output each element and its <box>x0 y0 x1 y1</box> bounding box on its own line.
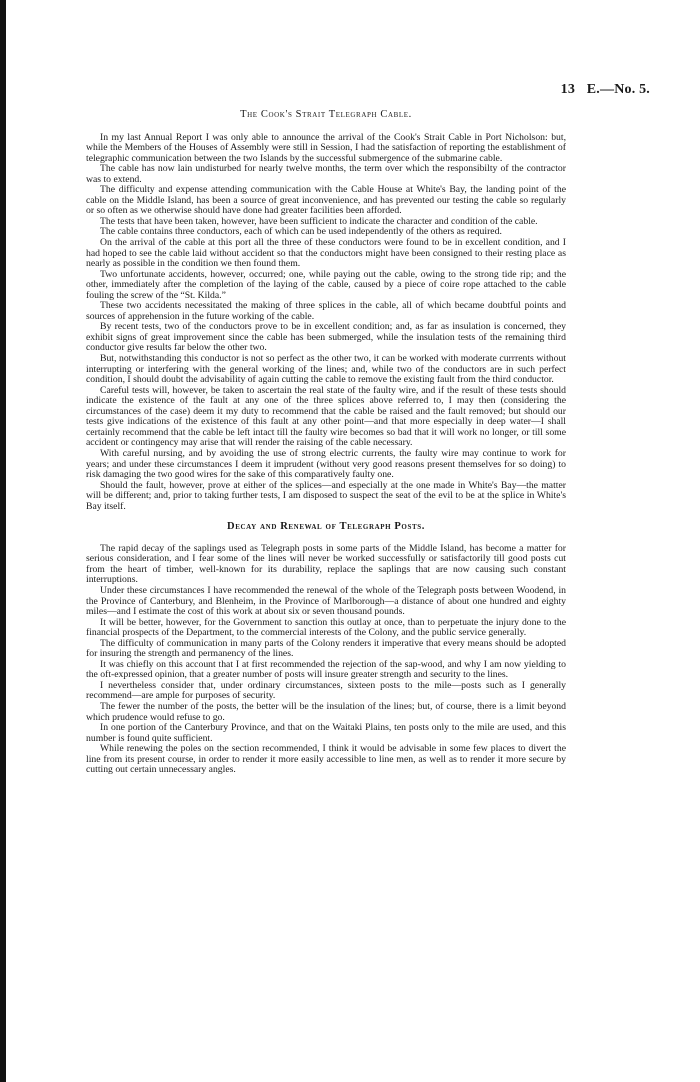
paragraph: The rapid decay of the saplings used as Telegraph posts in some parts of the Middle Island, has become a matter for serious consideration, and I fear some of the lines will never be worked successfully or satisfactorily till good posts cut from the heart of timber, well-known for its durability, replace the saplings that are now causing such constant interruptions. <box>86 542 566 586</box>
paragraph: While renewing the poles on the section recommended, I think it would be advisable in some few places to divert the line from its present course, in order to render it more easily accessible to line men, as well as to render it more secure by cutting out certain unnecessary angles. <box>86 743 566 776</box>
paragraph: On the arrival of the cable at this port all the three of these conductors were found to be in excellent condition, and I had hoped to see the cable laid without accident so that the conductors might have been consigned to their resting place as nearly as possible in the condition we then found them. <box>86 237 566 270</box>
paragraph: With careful nursing, and by avoiding the use of strong electric currents, the faulty wire may continue to work for years; and under these circumstances I deem it imprudent (without very good reasons present themselves for so doing) to risk damaging the two good wires for the sake of this comparatively faulty one. <box>86 447 566 481</box>
section-cable-paragraphs <box>86 133 566 513</box>
paragraph: By recent tests, two of the conductors prove to be in excellent condition; and, as far as insulation is concerned, they exhibit signs of great improvement since the cable has been submerged, while the insulation tests of the remaining third conductor give results far below the other two. <box>86 321 566 354</box>
paragraph: The fewer the number of the posts, the better will be the insulation of the lines; but, of course, there is a limit beyond which prudence would refuse to go. <box>86 700 566 723</box>
paragraph: The cable contains three conductors, each of which can be used independently of the others as required. <box>100 226 502 238</box>
section-posts-paragraphs <box>86 544 566 776</box>
paragraph: The tests that have been taken, however, have been sufficient to indicate the character and condition of the cable. <box>100 215 538 227</box>
paragraph: Should the fault, however, prove at either of the splices—and especially at the one made in White's Bay—the matter will be different; and, prior to taking further tests, I am disposed to suspect the seat of the evil to be at the splice in White's Bay itself. <box>86 479 566 512</box>
paragraph: But, notwithstanding this conductor is not so perfect as the other two, it can be worked with moderate currrents without interrupting or interfering with the general working of the lines; and, while two of the conductors are in such perfect condition, I should doubt the advisability of again cutting the cable to remove the existing fault from the third conductor. <box>86 353 566 386</box>
section-heading-cable: The Cook's Strait Telegraph Cable. <box>240 109 412 120</box>
scan-edge-bar <box>0 0 6 1082</box>
paragraph: Under these circumstances I have recommended the renewal of the whole of the Telegraph posts between Woodend, in the Province of Canterbury, and Blenheim, in the Province of Marlborough—a distance of about one hundred and eighty miles—and I estimate the cost of this work at about six or seven thousand pounds. <box>86 584 566 618</box>
section-heading-posts: Decay and Renewal of Telegraph Posts. <box>227 521 425 533</box>
paragraph: It will be better, however, for the Government to sanction this outlay at once, than to perpetuate the injury done to the financial prospects of the Department, to the commercial interests of the Colony, and the public service generally. <box>86 616 566 639</box>
paragraph: It was chiefly on this account that I at first recommended the rejection of the sap-wood, and why I am now yielding to the oft-expressed opinion, that a greater number of posts will insure greater strength and security to the lines. <box>86 658 566 681</box>
paragraph: Careful tests will, however, be taken to ascertain the real state of the faulty wire, and if the result of these tests should indicate the existence of the fault at any one of the three splices above referred to, I may then (considering the circumstances of the case) deem it my duty to recommend that the cable be raised and the fault removed; but should our tests give indications of the existence of this fault at any other point—and that more especially in deep water—I shall certainly recommend that the cable be left intact till the faulty wire becomes so bad that it will work no longer, or till some accident or contingency may arise that will render the raising of the cable necessary. <box>86 384 566 449</box>
paragraph: Two unfortunate accidents, however, occurred; one, while paying out the cable, owing to the strong tide rip; and the other, immediately after the completion of the laying of the cable, caused by a piece of coire rope attached to the cable fouling the screw of the “St. Kilda.” <box>86 268 566 301</box>
paragraph: In my last Annual Report I was only able to announce the arrival of the Cook's Strait Cable in Port Nicholson: but, while the Members of the Houses of Assembly were still in Session, I had the satisfaction of reporting the establishment of telegraphic communication between the two Islands by the successful submergence of the submarine cable. <box>86 131 566 164</box>
paragraph: The difficulty of communication in many parts of the Colony renders it imperative that every means should be adopted for insuring the strength and permanency of the lines. <box>86 637 566 660</box>
page-number: 13 <box>560 82 576 97</box>
paragraph: In one portion of the Canterbury Province, and that on the Waitaki Plains, ten posts only to the mile are used, and this number is found quite sufficient. <box>86 722 566 744</box>
paragraph: I nevertheless consider that, under ordinary circumstances, sixteen posts to the mile—posts such as I generally recommend—are ample for purposes of security. <box>86 679 566 702</box>
paragraph: The difficulty and expense attending communication with the Cable House at White's Bay, the landing point of the cable on the Middle Island, has been a source of great inconvenience, and has prevented our testing the cable so regularly or so often as we otherwise should have done had greater facilities been afforded. <box>86 184 566 217</box>
document-body <box>86 110 566 776</box>
paragraph: The cable has now lain undisturbed for nearly twelve months, the term over which the responsibilty of the contractor was to extend. <box>86 163 566 185</box>
page-header <box>561 82 650 98</box>
paragraph: These two accidents necessitated the making of three splices in the cable, all of which became doubtful points and sources of apprehension in the future working of the cable. <box>86 300 566 322</box>
document-reference: E.—No. 5. <box>586 82 650 97</box>
